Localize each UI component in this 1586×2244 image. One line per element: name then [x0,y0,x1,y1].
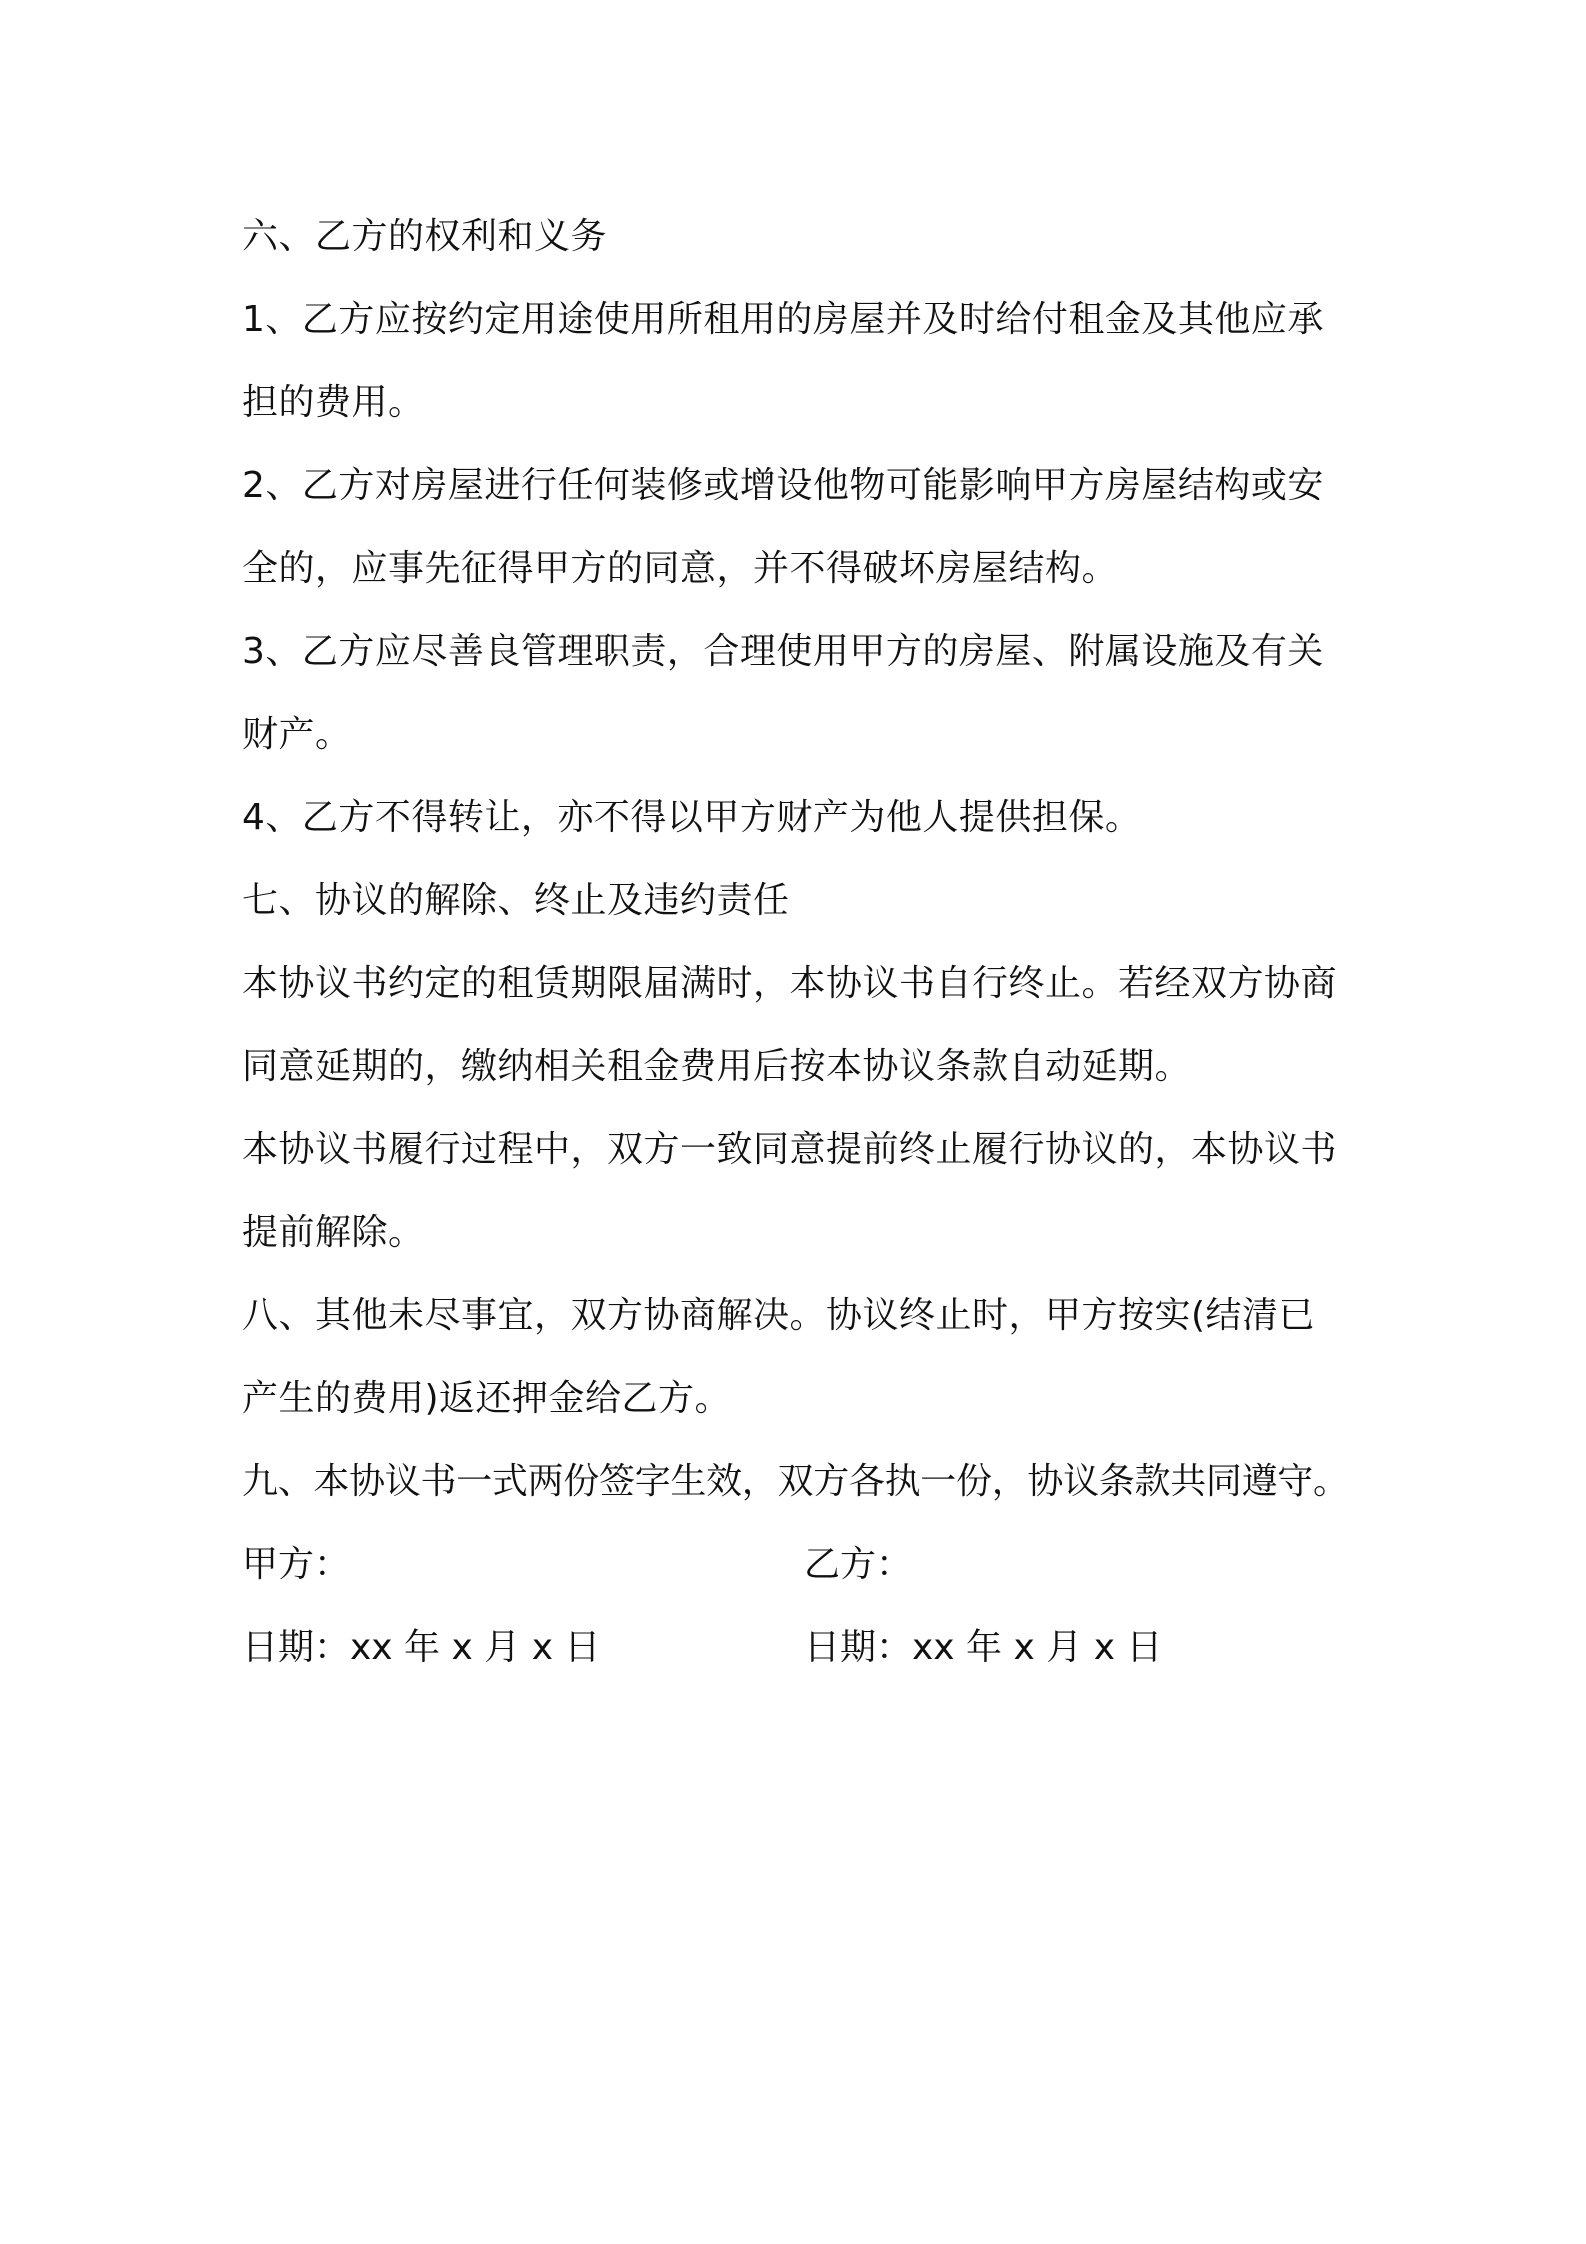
section-heading-7: 七、协议的解除、终止及违约责任 [242,880,790,921]
section-heading-6: 六、乙方的权利和义务 [242,216,608,257]
party-a-date: 日期：xx 年 x 月 x 日 [242,1627,601,1668]
clause-6-3-line-2: 财产。 [242,714,352,755]
date-row [242,1606,1362,1689]
clause-7-para-2-line-1: 本协议书履行过程中，双方一致同意提前终止履行协议的，本协议书 [242,1129,1338,1170]
clause-7-para-1-line-1: 本协议书约定的租赁期限届满时，本协议书自行终止。若经双方协商 [242,963,1338,1004]
section-8-line-2: 产生的费用)返还押金给乙方。 [242,1378,732,1419]
section-8-line-1: 八、其他未尽事宜，双方协商解决。协议终止时，甲方按实(结清已 [242,1295,1316,1336]
clause-6-1-line-2: 担的费用。 [242,382,425,423]
clause-6-1-line-1: 1、乙方应按约定用途使用所租用的房屋并及时给付租金及其他应承 [242,299,1324,340]
party-b-date: 日期：xx 年 x 月 x 日 [804,1627,1163,1668]
clause-7-para-1-line-2: 同意延期的，缴纳相关租金费用后按本协议条款自动延期。 [242,1046,1192,1087]
clause-6-4: 4、乙方不得转让，亦不得以甲方财产为他人提供担保。 [242,797,1142,838]
section-9: 九、本协议书一式两份签字生效，双方各执一份，协议条款共同遵守。 [242,1461,1349,1502]
clause-6-2-line-1: 2、乙方对房屋进行任何装修或增设他物可能影响甲方房屋结构或安 [242,465,1324,506]
document-body [242,195,1362,1689]
clause-6-3-line-1: 3、乙方应尽善良管理职责，合理使用甲方的房屋、附属设施及有关 [242,631,1324,672]
party-b-label: 乙方： [804,1544,913,1585]
signature-row [242,1523,1362,1606]
clause-7-para-2-line-2: 提前解除。 [242,1212,425,1253]
clause-6-2-line-2: 全的，应事先征得甲方的同意，并不得破坏房屋结构。 [242,548,1119,589]
party-a-label: 甲方： [242,1544,351,1585]
